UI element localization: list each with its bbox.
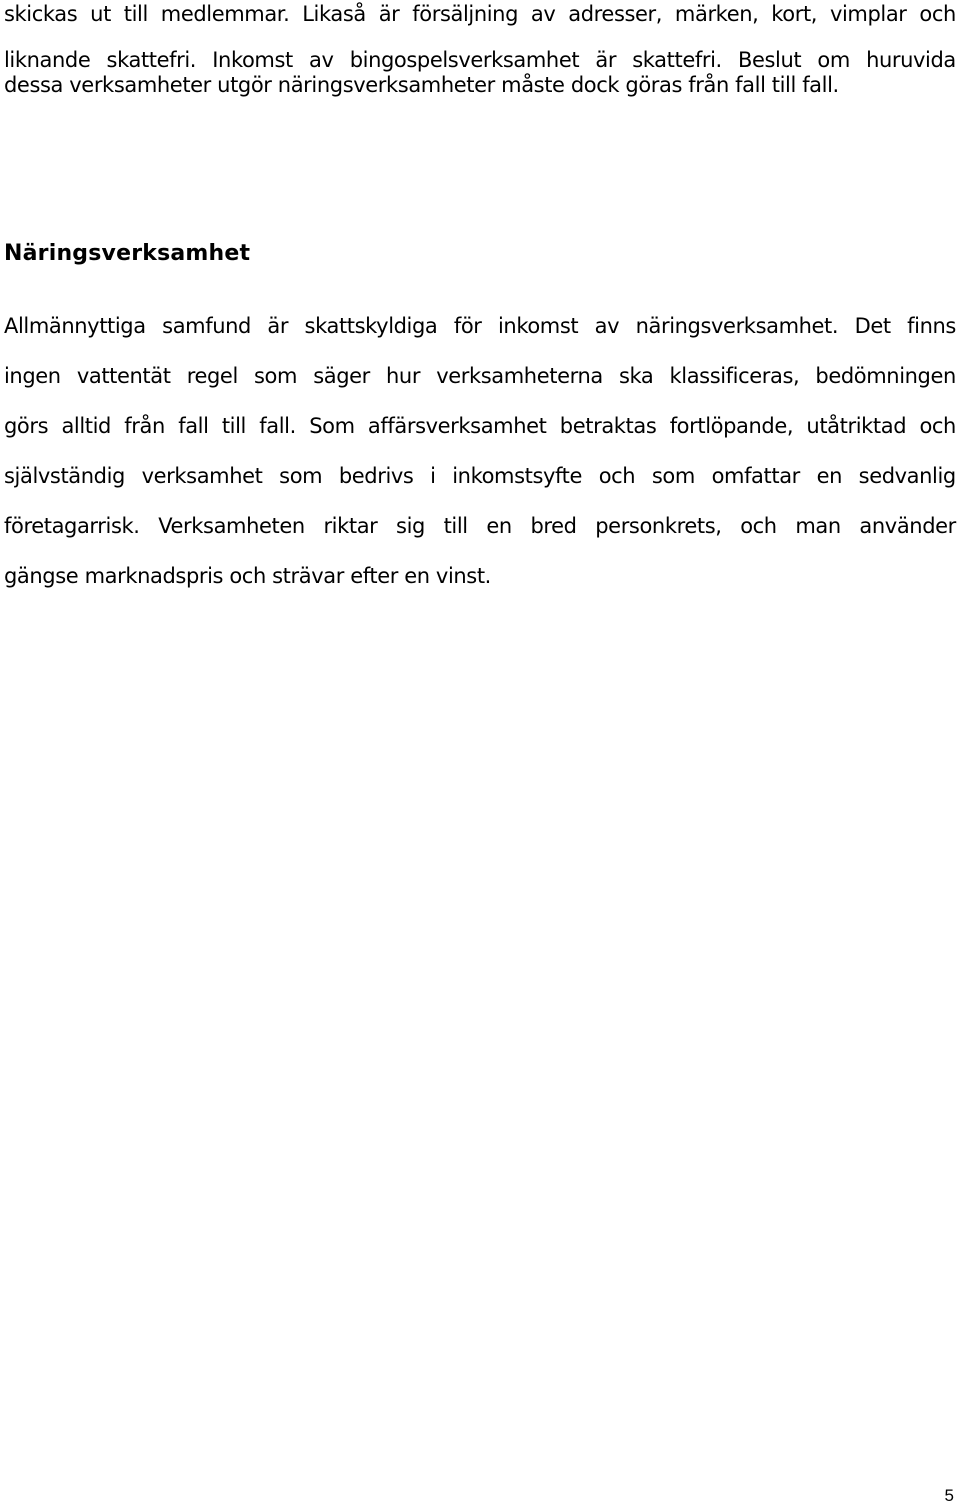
word: för	[453, 314, 482, 338]
word: och	[919, 2, 956, 26]
word: som	[254, 364, 298, 388]
section-heading: Näringsverksamhet	[4, 241, 251, 266]
word: Verksamheten	[158, 514, 305, 538]
word: fall.	[259, 414, 296, 438]
word: alltid	[61, 414, 111, 438]
word: och	[598, 464, 636, 488]
paragraph-line	[4, 512, 956, 540]
word: ska	[618, 364, 654, 388]
word: skattskyldiga	[304, 314, 438, 338]
word: Allmännyttiga	[4, 314, 146, 338]
word: skattefri.	[632, 48, 722, 72]
word: riktar	[323, 514, 378, 538]
paragraph-line	[4, 362, 956, 390]
word: vattentät	[76, 364, 171, 388]
word: bedömningen	[815, 364, 956, 388]
word: och	[740, 514, 777, 538]
word: från	[124, 414, 165, 438]
word: inkomstsyfte	[452, 464, 583, 488]
word: försäljning	[412, 2, 519, 26]
word: Likaså	[302, 2, 366, 26]
word: en	[816, 464, 842, 488]
paragraph-line	[4, 0, 956, 28]
paragraph-line: gängse marknadspris och strävar efter en vinst.	[4, 564, 491, 588]
word: näringsverksamhet.	[635, 314, 839, 338]
word: verksamheterna	[436, 364, 603, 388]
word: huruvida	[866, 48, 956, 72]
page-number: 5	[944, 1486, 954, 1505]
word: bred	[530, 514, 577, 538]
word: skattefri.	[106, 48, 197, 72]
word: verksamhet	[141, 464, 263, 488]
word: självständig	[4, 464, 125, 488]
word: om	[817, 48, 850, 72]
word: betraktas	[559, 414, 657, 438]
word: utåtriktad	[806, 414, 907, 438]
word: samfund	[162, 314, 251, 338]
word: bingospelsverksamhet	[349, 48, 580, 72]
word: hur	[386, 364, 421, 388]
word: av	[594, 314, 620, 338]
paragraph-line	[4, 462, 956, 490]
word: till	[443, 514, 468, 538]
word: medlemmar.	[160, 2, 290, 26]
word: märken,	[674, 2, 759, 26]
word: affärsverksamhet	[367, 414, 547, 438]
word: kort,	[771, 2, 818, 26]
word: i	[430, 464, 436, 488]
word: är	[378, 2, 400, 26]
word: fortlöpande,	[669, 414, 794, 438]
word: bedrivs	[338, 464, 414, 488]
word: skickas	[4, 2, 78, 26]
word: ut	[90, 2, 111, 26]
word: Som	[309, 414, 355, 438]
word: Beslut	[737, 48, 802, 72]
word: företagarrisk.	[4, 514, 140, 538]
word: av	[309, 48, 334, 72]
word: säger	[313, 364, 370, 388]
word: till	[221, 414, 246, 438]
word: liknande	[4, 48, 91, 72]
paragraph-line	[4, 46, 956, 74]
word: omfattar	[711, 464, 800, 488]
word: Inkomst	[212, 48, 293, 72]
word: Det	[854, 314, 891, 338]
paragraph-line	[4, 312, 956, 340]
word: personkrets,	[595, 514, 722, 538]
word: sig	[396, 514, 425, 538]
word: till	[123, 2, 148, 26]
word: som	[279, 464, 323, 488]
word: en	[486, 514, 512, 538]
word: inkomst	[497, 314, 579, 338]
word: görs	[4, 414, 49, 438]
word: regel	[186, 364, 238, 388]
word: adresser,	[568, 2, 663, 26]
word: vimplar	[829, 2, 907, 26]
word: och	[919, 414, 956, 438]
word: ingen	[4, 364, 61, 388]
word: är	[267, 314, 289, 338]
word: finns	[907, 314, 956, 338]
word: klassificeras,	[669, 364, 800, 388]
word: sedvanlig	[858, 464, 956, 488]
word: man	[795, 514, 841, 538]
word: fall	[178, 414, 209, 438]
paragraph-line	[4, 412, 956, 440]
paragraph-line: dessa verksamheter utgör näringsverksamheter måste dock göras från fall till fall.	[4, 73, 839, 97]
word: som	[651, 464, 695, 488]
word: använder	[859, 514, 956, 538]
word: av	[530, 2, 556, 26]
word: är	[595, 48, 617, 72]
